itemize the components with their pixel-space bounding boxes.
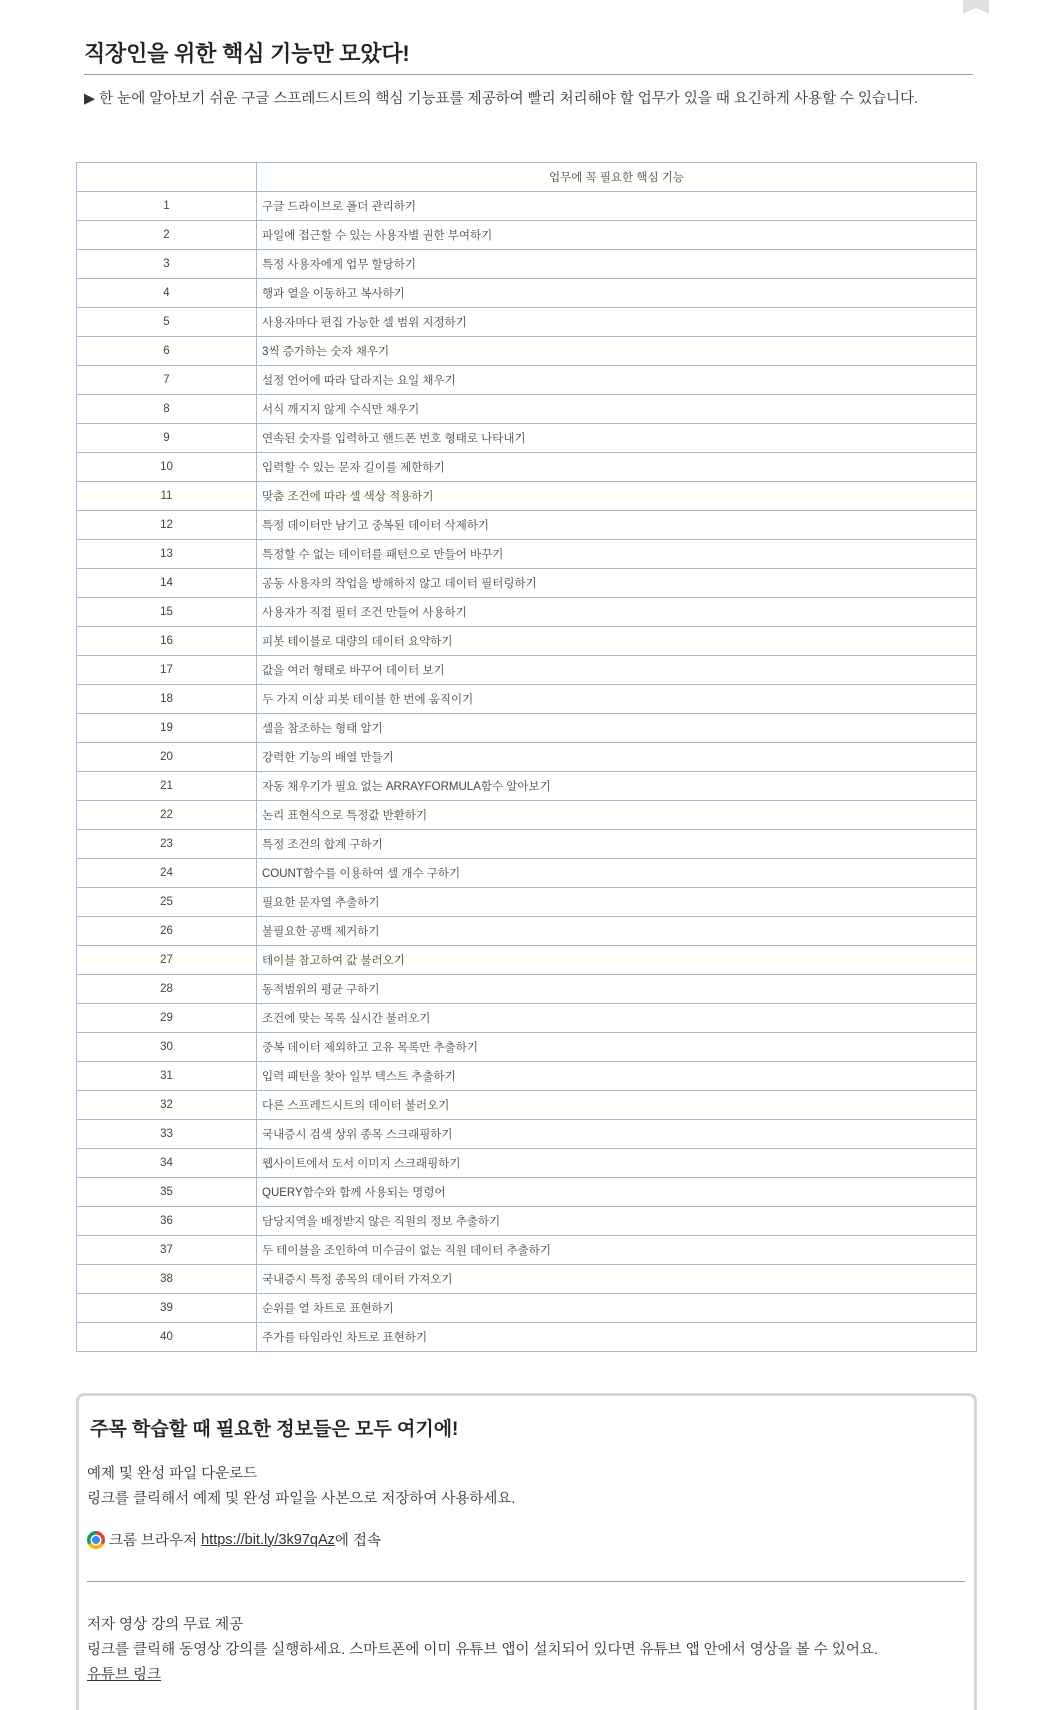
row-number: 36 <box>77 1207 257 1236</box>
row-number: 22 <box>77 801 257 830</box>
row-feature: 불필요한 공백 제거하기 <box>257 917 977 946</box>
table-row <box>77 366 977 395</box>
table-row <box>77 1178 977 1207</box>
row-feature: 입력 패턴을 찾아 일부 텍스트 추출하기 <box>257 1062 977 1091</box>
youtube-link[interactable]: 유튜브 링크 <box>87 1667 162 1683</box>
table-row <box>77 946 977 975</box>
row-feature: 담당지역을 배정받지 않은 직원의 정보 추출하기 <box>257 1207 977 1236</box>
table-row <box>77 511 977 540</box>
info-divider <box>87 1581 965 1582</box>
table-header-row <box>77 163 977 192</box>
row-number: 9 <box>77 424 257 453</box>
table-row <box>77 1062 977 1091</box>
row-feature: 동적범위의 평균 구하기 <box>257 975 977 1004</box>
table-row <box>77 627 977 656</box>
table-row <box>77 1091 977 1120</box>
download-link[interactable]: https://bit.ly/3k97qAz <box>201 1531 335 1548</box>
download-description: 링크를 클릭해서 예제 및 완성 파일을 사본으로 저장하여 사용하세요. <box>87 1491 516 1507</box>
row-number: 8 <box>77 395 257 424</box>
row-number: 37 <box>77 1236 257 1265</box>
table-row <box>77 1004 977 1033</box>
row-number: 12 <box>77 511 257 540</box>
table-row <box>77 482 977 511</box>
row-feature: 맞춤 조건에 따라 셀 색상 적용하기 <box>257 482 977 511</box>
row-feature: 웹사이트에서 도서 이미지 스크래핑하기 <box>257 1149 977 1178</box>
row-feature: 사용자가 직접 필터 조건 만들어 사용하기 <box>257 598 977 627</box>
chrome-prefix: 크롬 브라우저 <box>109 1533 202 1549</box>
row-feature: 사용자마다 편집 가능한 셀 범위 지정하기 <box>257 308 977 337</box>
table-row <box>77 685 977 714</box>
chrome-suffix: 에 접속 <box>334 1533 381 1549</box>
row-number: 32 <box>77 1091 257 1120</box>
row-feature: 구글 드라이브로 폴더 관리하기 <box>257 192 977 221</box>
row-number: 26 <box>77 917 257 946</box>
table-row <box>77 801 977 830</box>
row-number: 2 <box>77 221 257 250</box>
row-number: 35 <box>77 1178 257 1207</box>
row-feature: 입력할 수 있는 문자 길이를 제한하기 <box>257 453 977 482</box>
download-title: 예제 및 완성 파일 다운로드 <box>87 1466 258 1482</box>
row-feature: 서식 깨지지 않게 수식만 채우기 <box>257 395 977 424</box>
row-number: 4 <box>77 279 257 308</box>
row-number: 34 <box>77 1149 257 1178</box>
video-title: 저자 영상 강의 무료 제공 <box>87 1617 244 1633</box>
row-feature: 파일에 접근할 수 있는 사용자별 권한 부여하기 <box>257 221 977 250</box>
feature-table <box>76 162 977 1352</box>
table-row <box>77 1294 977 1323</box>
row-number: 13 <box>77 540 257 569</box>
table-row <box>77 830 977 859</box>
row-feature: 다른 스프레드시트의 데이터 불러오기 <box>257 1091 977 1120</box>
row-feature: 조건에 맞는 목록 실시간 불러오기 <box>257 1004 977 1033</box>
row-number: 10 <box>77 453 257 482</box>
table-row <box>77 1265 977 1294</box>
table-row <box>77 250 977 279</box>
table-row <box>77 1323 977 1352</box>
row-number: 40 <box>77 1323 257 1352</box>
table-row <box>77 279 977 308</box>
intro-text: ▶ 한 눈에 알아보기 쉬운 구글 스프레드시트의 핵심 기능표를 제공하여 빨리 처리해야 할 업무가 있을 때 요긴하게 사용할 수 있습니다. <box>84 91 919 107</box>
row-number: 5 <box>77 308 257 337</box>
row-feature: COUNT함수를 이용하여 셀 개수 구하기 <box>257 859 977 888</box>
table-row <box>77 1236 977 1265</box>
row-feature: 국내증시 특정 종목의 데이터 가져오기 <box>257 1265 977 1294</box>
row-feature: 논리 표현식으로 특정값 반환하기 <box>257 801 977 830</box>
row-feature: 두 가지 이상 피봇 테이블 한 번에 움직이기 <box>257 685 977 714</box>
title-divider <box>84 74 973 75</box>
chrome-icon <box>87 1531 105 1549</box>
table-row <box>77 337 977 366</box>
row-feature: 두 테이블을 조인하여 미수금이 없는 직원 데이터 추출하기 <box>257 1236 977 1265</box>
row-number: 14 <box>77 569 257 598</box>
row-feature: 주가를 타임라인 차트로 표현하기 <box>257 1323 977 1352</box>
table-row <box>77 598 977 627</box>
row-feature: 필요한 문자열 추출하기 <box>257 888 977 917</box>
table-row <box>77 221 977 250</box>
row-feature: 셀을 참조하는 형태 알기 <box>257 714 977 743</box>
row-number: 23 <box>77 830 257 859</box>
chrome-access-line <box>87 1529 381 1550</box>
row-number: 29 <box>77 1004 257 1033</box>
table-row <box>77 308 977 337</box>
page-title: 직장인을 위한 핵심 기능만 모았다! <box>84 41 410 66</box>
table-row <box>77 424 977 453</box>
bookmark-icon[interactable] <box>963 0 989 14</box>
table-row <box>77 859 977 888</box>
table-row <box>77 540 977 569</box>
table-row <box>77 975 977 1004</box>
row-feature: 피봇 테이블로 대량의 데이터 요약하기 <box>257 627 977 656</box>
row-number: 17 <box>77 656 257 685</box>
row-feature: 특정 사용자에게 업무 할당하기 <box>257 250 977 279</box>
table-row <box>77 888 977 917</box>
table-row <box>77 772 977 801</box>
table-row <box>77 569 977 598</box>
table-row <box>77 192 977 221</box>
row-number: 19 <box>77 714 257 743</box>
row-number: 20 <box>77 743 257 772</box>
row-number: 33 <box>77 1120 257 1149</box>
feature-column-header: 업무에 꼭 필요한 핵심 기능 <box>257 163 977 192</box>
video-description: 링크를 클릭해 동영상 강의를 실행하세요. 스마트폰에 이미 유튜브 앱이 설치되어 있다면 유튜브 앱 안에서 영상을 볼 수 있어요. <box>87 1642 878 1658</box>
row-number: 11 <box>77 482 257 511</box>
table-row <box>77 453 977 482</box>
table-row <box>77 743 977 772</box>
info-title: 주목 학습할 때 필요한 정보들은 모두 여기에! <box>90 1419 459 1440</box>
row-number: 39 <box>77 1294 257 1323</box>
row-feature: 값을 여러 형태로 바꾸어 데이터 보기 <box>257 656 977 685</box>
row-feature: 순위를 열 차트로 표현하기 <box>257 1294 977 1323</box>
table-row <box>77 395 977 424</box>
row-feature: 특정 데이터만 남기고 중복된 데이터 삭제하기 <box>257 511 977 540</box>
row-number: 3 <box>77 250 257 279</box>
table-row <box>77 1149 977 1178</box>
row-feature: 자동 채우기가 필요 없는 ARRAYFORMULA함수 알아보기 <box>257 772 977 801</box>
row-feature: 행과 열을 이동하고 복사하기 <box>257 279 977 308</box>
row-number: 24 <box>77 859 257 888</box>
row-feature: 중복 데이터 제외하고 고유 목록만 추출하기 <box>257 1033 977 1062</box>
table-row <box>77 1033 977 1062</box>
row-feature: 공동 사용자의 작업을 방해하지 않고 데이터 필터링하기 <box>257 569 977 598</box>
table-row <box>77 1207 977 1236</box>
row-feature: 강력한 기능의 배열 만들기 <box>257 743 977 772</box>
row-feature: 국내증시 검색 상위 종목 스크래핑하기 <box>257 1120 977 1149</box>
row-feature: 연속된 숫자를 입력하고 핸드폰 번호 형태로 나타내기 <box>257 424 977 453</box>
table-row <box>77 1120 977 1149</box>
row-number: 16 <box>77 627 257 656</box>
row-number: 6 <box>77 337 257 366</box>
row-number: 1 <box>77 192 257 221</box>
table-row <box>77 656 977 685</box>
number-column-header <box>77 163 257 192</box>
row-feature: 특정할 수 없는 데이터를 패턴으로 만들어 바꾸기 <box>257 540 977 569</box>
row-number: 27 <box>77 946 257 975</box>
row-number: 28 <box>77 975 257 1004</box>
row-number: 25 <box>77 888 257 917</box>
row-number: 21 <box>77 772 257 801</box>
row-feature: QUERY함수와 함께 사용되는 명령어 <box>257 1178 977 1207</box>
row-feature: 특정 조건의 합계 구하기 <box>257 830 977 859</box>
row-number: 31 <box>77 1062 257 1091</box>
row-number: 7 <box>77 366 257 395</box>
row-number: 18 <box>77 685 257 714</box>
row-feature: 3씩 증가하는 숫자 채우기 <box>257 337 977 366</box>
row-number: 15 <box>77 598 257 627</box>
row-feature: 테이블 참고하여 값 불러오기 <box>257 946 977 975</box>
row-number: 30 <box>77 1033 257 1062</box>
row-feature: 설정 언어에 따라 달라지는 요일 채우기 <box>257 366 977 395</box>
table-row <box>77 917 977 946</box>
table-row <box>77 714 977 743</box>
row-number: 38 <box>77 1265 257 1294</box>
